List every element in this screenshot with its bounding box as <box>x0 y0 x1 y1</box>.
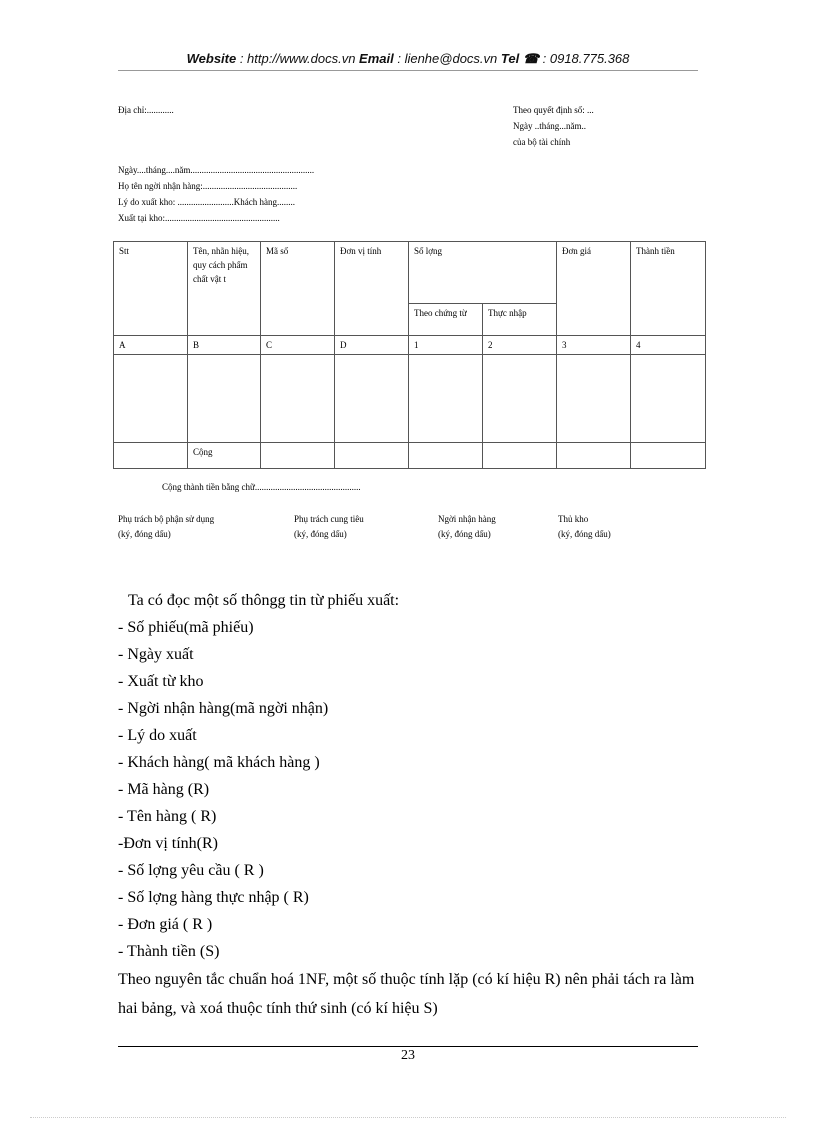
label-cell: C <box>261 336 335 355</box>
info-receiver: Họ tên ngời nhận hàng:.......................................... <box>118 181 298 191</box>
signer-note: (ký, đóng dấu) <box>118 529 171 539</box>
info-warehouse: Xuất tại kho:................................................... <box>118 213 280 223</box>
signer-supply <box>294 512 364 542</box>
label-cell: 4 <box>631 336 706 355</box>
header-divider <box>118 70 698 71</box>
email-label: Email <box>359 51 394 66</box>
signer-note: (ký, đóng dấu) <box>558 529 611 539</box>
signer-title: Ngời nhận hàng <box>438 514 496 524</box>
label-cell: 2 <box>483 336 557 355</box>
delivery-info-block <box>118 162 314 226</box>
signer-receiver <box>438 512 496 542</box>
page-bottom-border <box>30 1117 786 1118</box>
header-quantity-real: Thực nhập <box>483 304 557 336</box>
data-cell <box>631 355 706 443</box>
email-value: : lienhe@docs.vn <box>393 51 501 66</box>
signer-title: Phụ trách bộ phận sử dụng <box>118 514 215 524</box>
sum-cell <box>261 443 335 469</box>
list-item: - Mã hàng (R) <box>118 781 210 798</box>
list-item: - Số phiếu(mã phiếu) <box>118 619 254 636</box>
list-item: - Tên hàng ( R) <box>118 808 217 825</box>
header-total: Thành tiền <box>631 242 706 336</box>
sum-label: Cộng <box>188 443 261 469</box>
phone-icon: ☎ <box>522 51 540 66</box>
total-in-words: Cộng thành tiền bằng chữ............................................... <box>162 482 361 492</box>
tel-label: Tel <box>500 51 520 66</box>
sum-cell <box>483 443 557 469</box>
decision-line: của bộ tài chính <box>513 137 571 147</box>
list-item: - Ngày xuất <box>118 646 194 663</box>
sum-cell <box>335 443 409 469</box>
data-cell <box>114 355 188 443</box>
data-cell <box>188 355 261 443</box>
sum-cell <box>409 443 483 469</box>
header-name: Tên, nhãn hiệu, quy cách phẩm chất vật t <box>188 242 261 336</box>
info-date: Ngày....tháng....năm....................................................... <box>118 165 315 175</box>
data-cell <box>557 355 631 443</box>
sum-cell <box>114 443 188 469</box>
list-item: -Đơn vị tính(R) <box>118 835 219 852</box>
website-value: : http://www.docs.vn <box>236 51 360 66</box>
list-item: - Lý do xuất <box>118 727 197 744</box>
list-item: - Thành tiền (S) <box>118 943 220 960</box>
list-item: - Số lợng hàng thực nhập ( R) <box>118 889 309 906</box>
label-cell: A <box>114 336 188 355</box>
data-cell <box>483 355 557 443</box>
data-cell <box>409 355 483 443</box>
info-reason: Lý do xuất kho: .........................Khách hàng........ <box>118 197 295 207</box>
page-header <box>0 51 816 67</box>
list-item: - Số lợng yêu cầu ( R ) <box>118 862 264 879</box>
label-cell: 3 <box>557 336 631 355</box>
signer-title: Phụ trách cung tiêu <box>294 514 364 524</box>
intro-paragraph: Ta có đọc một số thôngg tin từ phiếu xuất: <box>128 592 400 609</box>
tel-value: : 0918.775.368 <box>539 51 630 66</box>
body-text <box>118 587 698 1023</box>
table-header-row <box>114 242 706 304</box>
signer-note: (ký, đóng dấu) <box>294 529 347 539</box>
list-item: - Ngời nhận hàng(mã ngời nhận) <box>118 700 329 717</box>
signer-title: Thủ kho <box>558 514 589 524</box>
table-sum-row <box>114 443 706 469</box>
list-item: - Đơn giá ( R ) <box>118 916 213 933</box>
footer-divider <box>118 1046 698 1047</box>
header-stt: Stt <box>114 242 188 336</box>
label-cell: D <box>335 336 409 355</box>
issue-slip-table <box>113 241 706 469</box>
page-number: 23 <box>401 1048 415 1063</box>
sum-cell <box>631 443 706 469</box>
decision-block <box>513 102 594 150</box>
data-cell <box>335 355 409 443</box>
signer-note: (ký, đóng dấu) <box>438 529 491 539</box>
sum-cell <box>557 443 631 469</box>
website-label: Website <box>186 51 237 66</box>
address-line: Địa chỉ:............ <box>118 105 174 115</box>
decision-line: Ngày ..tháng...năm.. <box>513 121 586 131</box>
header-code: Mã số <box>261 242 335 336</box>
list-item: - Xuất từ kho <box>118 673 204 690</box>
header-price: Đơn giá <box>557 242 631 336</box>
header-quantity-doc: Theo chứng từ <box>409 304 483 336</box>
header-unit: Đơn vị tính <box>335 242 409 336</box>
data-cell <box>261 355 335 443</box>
list-item: - Khách hàng( mã khách hàng ) <box>118 754 320 771</box>
conclusion-paragraph: Theo nguyên tắc chuẩn hoá 1NF, một số thuộc tính lặp (có kí hiệu R) nên phải tách ra làm hai bảng, và xoá thuộc tính thứ sinh (có kí hiệu S) <box>118 971 695 1017</box>
table-label-row <box>114 336 706 355</box>
signer-usage-department <box>118 512 214 542</box>
decision-line: Theo quyết định số: ... <box>513 105 594 115</box>
table-data-row <box>114 355 706 443</box>
signer-storekeeper <box>558 512 611 542</box>
label-cell: 1 <box>409 336 483 355</box>
label-cell: B <box>188 336 261 355</box>
header-quantity: Số lợng <box>409 242 557 304</box>
